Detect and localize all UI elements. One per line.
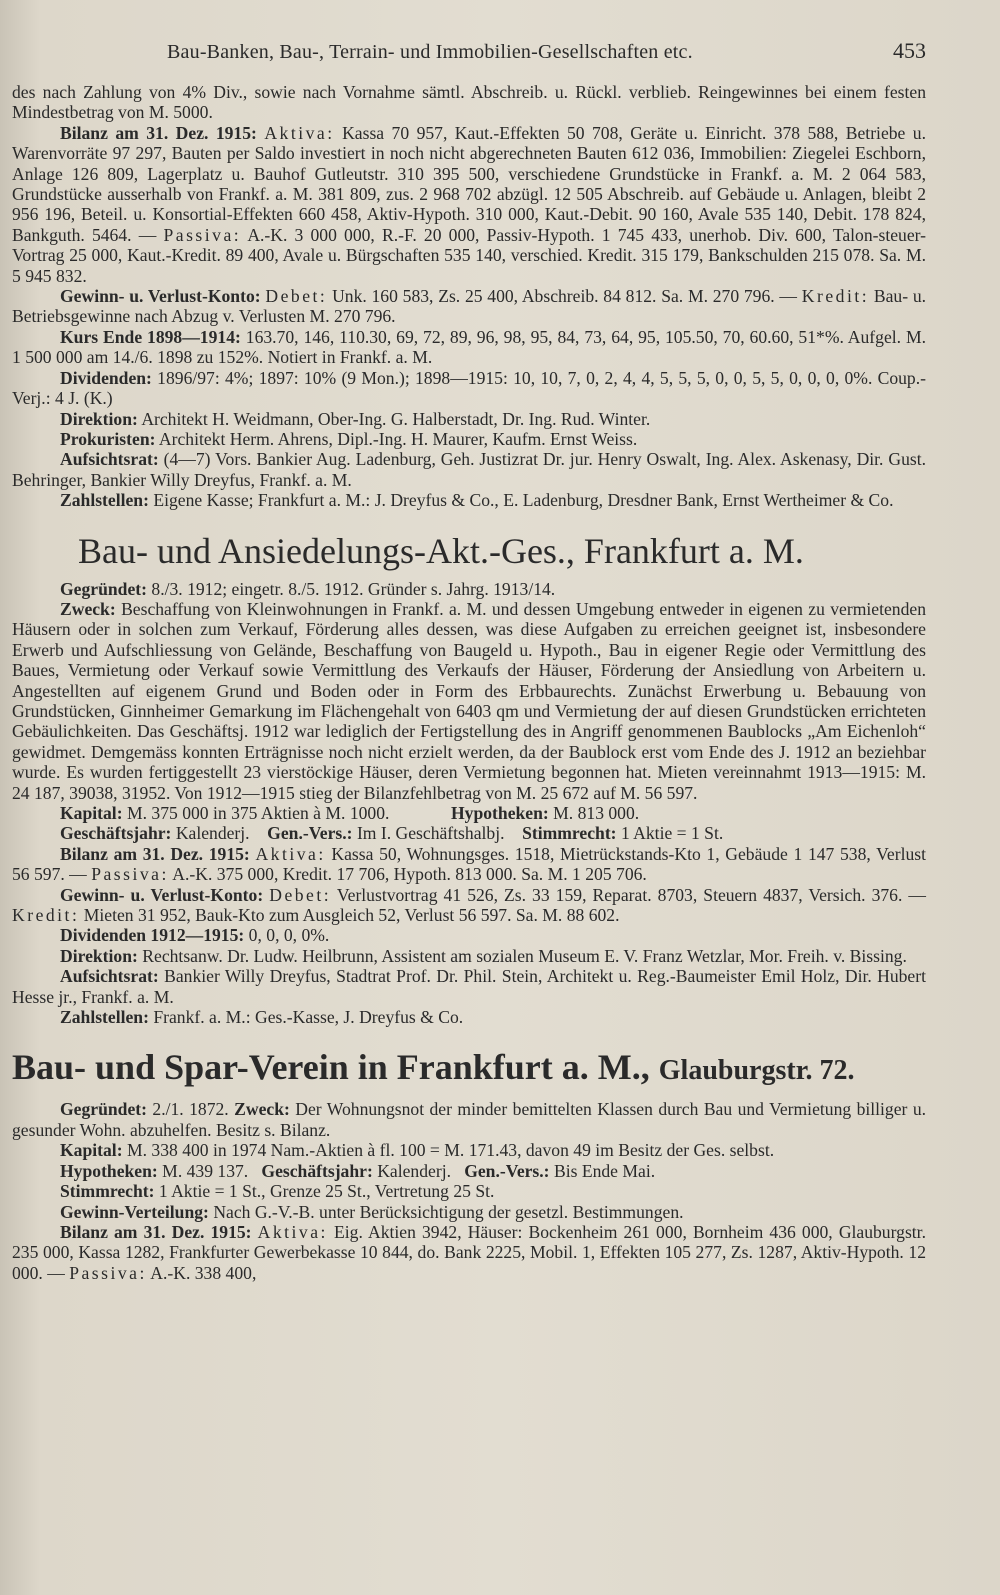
profit-loss-account: Gewinn- u. Verlust-Konto: Debet: Verlustvortrag 41 526, Zs. 33 159, Reparat. 8703, Steuern 4837, Versich. 376. — Kredit: Mieten 31 952, Bauk-Kto zum Ausgleich 52, Verlust 56 597. Sa. M. 88 602. [12, 884, 926, 926]
entry-bau-und-ansiedelungs-ag [12, 531, 926, 1028]
entry-continuation [12, 82, 926, 511]
management-board: Direktion: Rechtsanw. Dr. Ludw. Heilbrunn, Assistent am sozialen Museum E. V. Franz Wetzlar, Mor. Freih. v. Bissing. [60, 945, 907, 966]
dividends: Dividenden: 1896/97: 4%; 1897: 10% (9 Mon.); 1898—1915: 10, 10, 7, 0, 2, 4, 4, 5, 5, 5, 0, 0, 5, 5, 0, 0, 0, 0%. Coup.-Verj.: 4 J. (K.) [12, 367, 926, 409]
voting-rights: Stimmrecht: 1 Aktie = 1 St., Grenze 25 St., Vertretung 25 St. [60, 1181, 495, 1202]
authorized-signatories: Prokuristen: Architekt Herm. Ahrens, Dipl.-Ing. H. Maurer, Kaufm. Ernst Weiss. [60, 428, 638, 449]
page-number: 453 [893, 38, 926, 63]
founding-and-purpose: Gegründet: 2./1. 1872. Zweck: Der Wohnungsnot der minder bemittelten Klassen durch Bau und Vermietung billiger u. gesunder Wohn. abzuhelfen. Besitz s. Bilanz. [12, 1099, 927, 1140]
share-price-history: Kurs Ende 1898—1914: 163.70, 146, 110.30, 69, 72, 89, 96, 98, 95, 84, 73, 64, 95, 105.50, 70, 60.60, 51*%. Aufgel. M. 1 500 000 am 14./6. 1898 zu 152%. Notiert in Frankf. a. M. [12, 326, 926, 368]
dividends: Dividenden 1912—1915: 0, 0, 0, 0%. [60, 925, 330, 946]
company-heading: Bau- und Spar-Verein in Frankfurt a. M., Glauburgstr. 72. [12, 1047, 855, 1088]
company-purpose: Zweck: Beschaffung von Kleinwohnungen in Frankf. a. M. und dessen Umgebung entweder in eigenen zu vermietenden Häusern oder in solchen zum Verkauf, Förderung alles dessen, was diese Aufgaben zu erreichen geeignet ist, insbesondere Erwerb und Aufschliessung von Gelände, Beschaffung von Baugeld u. Hypoth., Bau in eigener Regie oder Vermittlung des Baues, Vermietung oder Verkauf sowie Vermittlung des Verkaufs der Häuser, Förderung der Ansiedlung von Arbeitern u. Angestellten auf eigenem Grund und Boden oder in Form des Erbbaurechts. Zunächst Erwerbung u. Bebauung von Grundstücken, Ginnheimer Gemarkung im Flächengehalt von 6403 qm und Vermietung der auf diesen Grundstücken errichteten Gebäulichkeiten. Das Geschäftsj. 1912 war lediglich der Fertigstellung des in Angriff genommenen Baublocks „Am Eichenloh“ gewidmet. Demgemäss konnten Erträgnisse noch nicht erzielt werden, da der Baublock erst vom Ende des J. 1912 an beziehbar wurde. Es wurden fertiggestellt 23 vierstöckige Häuser, deren Vermietung begonnen hat. Mieten vereinnahmt 1913—1915: M. 24 187, 39038, 31952. Von 1912—1915 stieg der Bilanzfehlbetrag von M. 25 672 auf M. 56 597. [12, 598, 926, 803]
management-board: Direktion: Architekt H. Weidmann, Ober-Ing. G. Halberstadt, Dr. Ing. Rud. Winter. [60, 408, 651, 429]
balance-sheet: Bilanz am 31. Dez. 1915: Aktiva: Eig. Aktien 3942, Häuser: Bockenheim 261 000, Bornheim 436 000, Glauburgstr. 235 000, Kassa 1282, Frankfurter Gewerbekasse 10 844, do. Bank 2225, Mobil. 1, Effekten 105 277, Zs. 1287, Aktiv-Hypoth. 12 000. — Passiva: A.-K. 338 400, [12, 1221, 926, 1283]
entry-bau-und-spar-verein [12, 1047, 926, 1283]
business-year: Geschäftsjahr: Kalenderj. Gen.-Vers.: Im I. Geschäftshalbj. Stimmrecht: 1 Aktie = 1 St. [60, 823, 724, 844]
capital: Kapital: M. 338 400 in 1974 Nam.-Aktien à fl. 100 = M. 171.43, davon 49 im Besitz der Ges. selbst. [60, 1140, 775, 1161]
paying-agents: Zahlstellen: Eigene Kasse; Frankfurt a. M.: J. Dreyfus & Co., E. Ladenburg, Dresdner Bank, Ernst Wertheimer & Co. [60, 490, 894, 511]
company-heading: Bau- und Ansiedelungs-Akt.-Ges., Frankfurt a. M. [78, 530, 804, 571]
page-header [12, 38, 926, 82]
founding-info: Gegründet: 8./3. 1912; eingetr. 8./5. 1912. Gründer s. Jahrg. 1913/14. [60, 578, 556, 599]
profit-distribution: Gewinn-Verteilung: Nach G.-V.-B. unter Berücksichtigung der gesetzl. Bestimmungen. [60, 1201, 684, 1222]
supervisory-board: Aufsichtsrat: (4—7) Vors. Bankier Aug. Ladenburg, Geh. Justizrat Dr. jur. Henry Oswalt, Ing. Alex. Askenasy, Dir. Gust. Behringer, Bankier Willy Dreyfus, Frankf. a. M. [12, 449, 926, 490]
carry-over-text: des nach Zahlung von 4% Div., sowie nach Vornahme sämtl. Abschreib. u. Rückl. verblieb. Reingewinnes bei einem festen Mindestbetrag von M. 5000. [12, 82, 926, 123]
balance-sheet: Bilanz am 31. Dez. 1915: Aktiva: Kassa 50, Wohnungsges. 1518, Mietrückstands-Kto 1, Gebäude 1 147 538, Verlust 56 597. — Passiva: A.-K. 375 000, Kredit. 17 706, Hypoth. 813 000. Sa. M. 1 205 706. [12, 843, 926, 885]
paying-agents: Zahlstellen: Frankf. a. M.: Ges.-Kasse, J. Dreyfus & Co. [60, 1007, 464, 1028]
supervisory-board: Aufsichtsrat: Bankier Willy Dreyfus, Stadtrat Prof. Dr. Phil. Stein, Architekt u. Reg.-Baumeister Emil Holz, Dir. Hubert Hesse jr., Frankf. a. M. [12, 966, 926, 1007]
running-title: Bau-Banken, Bau-, Terrain- und Immobilien-Gesellschaften etc. [167, 41, 693, 63]
capital-and-mortgages: Kapital: M. 375 000 in 375 Aktien à M. 1000. Hypotheken: M. 813 000. [60, 803, 640, 823]
balance-sheet: Bilanz am 31. Dez. 1915: Aktiva: Kassa 70 957, Kaut.-Effekten 50 708, Geräte u. Einricht. 378 588, Betriebe u. Warenvorräte 97 297, Bauten per Saldo investiert in noch nicht abgerechneten Bauten 612 036, Immobilien: Ziegelei Eschborn, Anlage 126 809, Lagerplatz u. Bauhof Gutleutstr. 310 395 500, verschiedene Grundstücke in Frankf. a. M. 2 064 583, Grundstücke ausserhalb von Frankf. a. M. 381 809, zus. 2 968 702 abzügl. 12 505 Abschreib. auf Gebäude u. Anlagen, bleibt 2 956 196, Beteil. u. Konsortial-Effekten 660 458, Aktiv-Hypoth. 310 000, Kaut.-Debit. 90 160, Avale 535 140, Debit. 178 824, Bankguth. 5464. — Passiva: A.-K. 3 000 000, R.-F. 20 000, Passiv-Hypoth. 1 745 433, unerhob. Div. 600, Talon-steuer-Vortrag 25 000, Kaut.-Kredit. 89 400, Avale u. Bürgschaften 535 140, verschied. Kredit. 315 179, Bankschulden 215 078. Sa. M. 5 945 832. [12, 122, 926, 286]
profit-loss-account: Gewinn- u. Verlust-Konto: Debet: Unk. 160 583, Zs. 25 400, Abschreib. 84 812. Sa. M. 270 796. — Kredit: Bau- u. Betriebsgewinne nach Abzug v. Verlusten M. 270 796. [12, 286, 927, 327]
mortgages-and-business-year: Hypotheken: M. 439 137. Geschäftsjahr: Kalenderj. Gen.-Vers.: Bis Ende Mai. [60, 1160, 656, 1181]
